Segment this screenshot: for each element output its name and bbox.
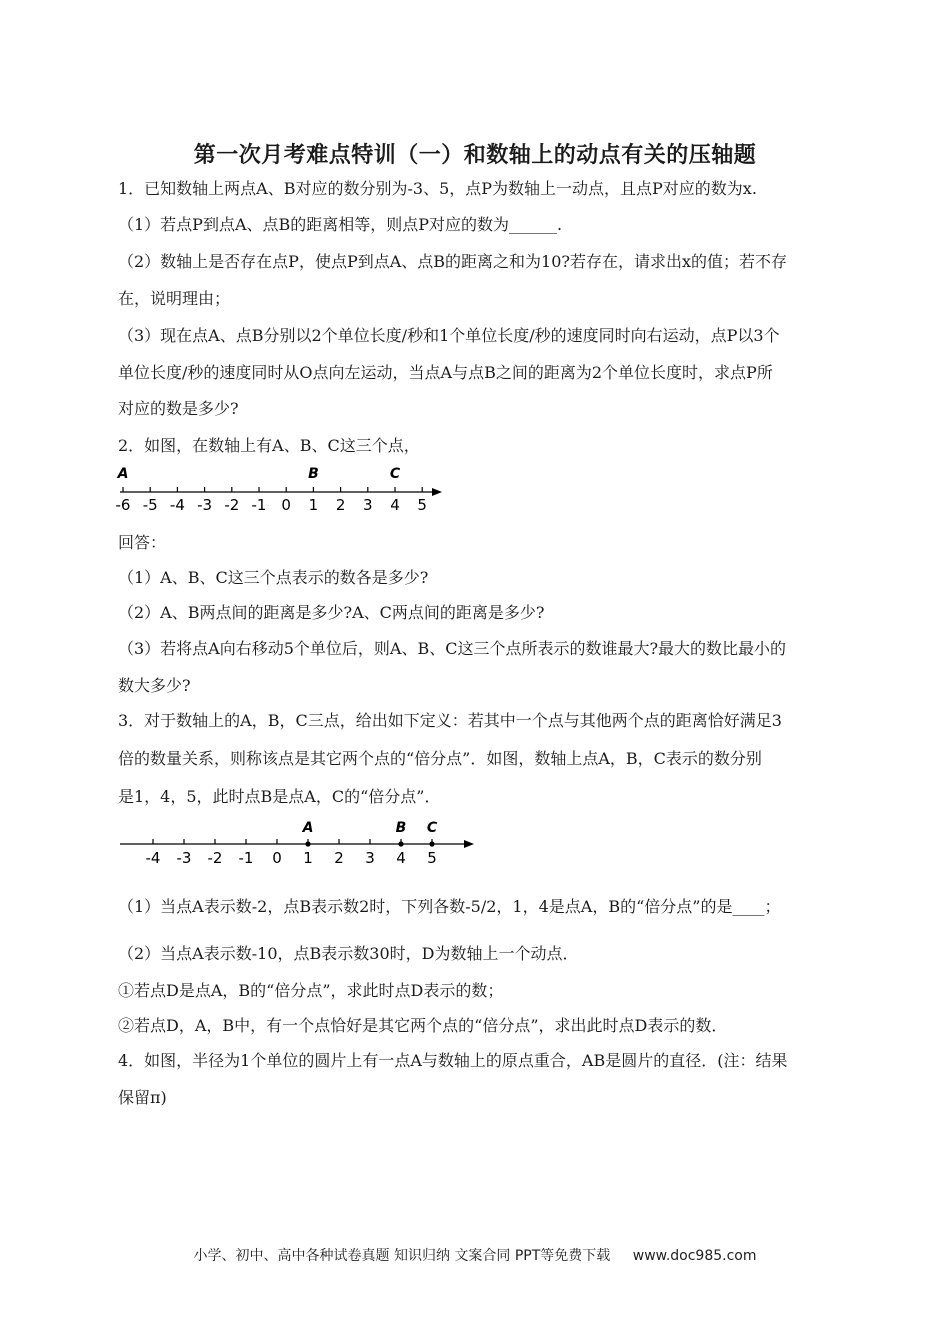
problem-3-stem-end: 是1，4，5，此时点B是点A，C的“倍分点”． (118, 787, 441, 806)
tick-label: 5 (417, 496, 427, 514)
axis-arrow-icon (464, 840, 474, 848)
point-marker (398, 841, 403, 846)
tick-label: 1 (303, 849, 313, 867)
page-footer (0, 1245, 950, 1265)
tick-label: -1 (238, 849, 254, 867)
problem-2-part-1: （1）A、B、C这三个点表示的数各是多少? (118, 568, 429, 587)
tick-label: -4 (145, 849, 161, 867)
problem-1-part-2-cont: 在，说明理由； (118, 289, 231, 308)
point-label-b: B (308, 466, 319, 482)
page-title: 第一次月考难点特训（一）和数轴上的动点有关的压轴题 (193, 143, 757, 168)
problem-2-stem: 2．如图，在数轴上有A、B、C这三个点， (118, 436, 420, 455)
problem-1-part-3-cont: 单位长度/秒的速度同时从O点向左运动，当点A与点B之间的距离为2个单位长度时，求点P所 (118, 363, 773, 382)
point-label-a: A (117, 466, 129, 482)
problem-3-part-2-q1: ①若点D是点A，B的“倍分点”，求此时点D表示的数； (118, 981, 504, 1000)
tick-label: -4 (169, 496, 185, 514)
tick-label: 1 (308, 496, 319, 514)
problem-1-part-1: （1）若点P到点A、点B的距离相等，则点P对应的数为______. (118, 215, 563, 234)
problem-2-part-3: （3）若将点A向右移动5个单位后，则A、B、C这三个点所表示的数谁最大?最大的数比最小的 (118, 639, 787, 658)
problem-2-part-2: （2）A、B两点间的距离是多少?A、C两点间的距离是多少? (118, 603, 545, 622)
tick-label: -3 (197, 496, 213, 514)
problem-1-part-3: （3）现在点A、点B分别以2个单位长度/秒和1个单位长度/秒的速度同时向右运动，点P以3个 (118, 326, 780, 345)
number-line-figure-1 (112, 462, 452, 520)
tick-label: 4 (396, 849, 406, 867)
problem-3-part-2: （2）当点A表示数-10，点B表示数30时，D为数轴上一个动点． (118, 944, 579, 963)
tick-label: -6 (115, 496, 131, 514)
tick-label: 2 (335, 496, 346, 514)
problem-3-stem: 3．对于数轴上的A，B，C三点，给出如下定义：若其中一个点与其他两个点的距离恰好满足3 (118, 711, 782, 730)
footer-url[interactable]: www.doc985.com (632, 1248, 757, 1264)
tick-label: 2 (334, 849, 344, 867)
tick-label: -2 (224, 496, 240, 514)
problem-3-part-2-q2: ②若点D，A，B中，有一个点恰好是其它两个点的“倍分点”，求出此时点D表示的数． (118, 1016, 728, 1035)
number-line-figure-2 (112, 816, 482, 872)
problem-3-part-1: （1）当点A表示数-2，点B表示数2时，下列各数-5/2，1，4是点A，B的“倍分点”的是____； (118, 897, 781, 916)
problem-1-part-2: （2）数轴上是否存在点P，使点P到点A、点B的距离之和为10?若存在，请求出x的值；若不存 (118, 252, 787, 271)
tick-label: -5 (142, 496, 158, 514)
tick-label: 3 (363, 496, 373, 514)
problem-2-part-3-cont: 数大多少? (118, 676, 191, 695)
tick-label: -1 (251, 496, 267, 514)
tick-label: 0 (272, 849, 282, 867)
axis-arrow-icon (432, 488, 442, 496)
problem-4-stem: 4．如图，半径为1个单位的圆片上有一点A与数轴上的原点重合，AB是圆片的直径．(注：结果 (118, 1051, 788, 1070)
problem-4-stem-cont: 保留π) (118, 1088, 167, 1107)
point-label-c: C (426, 820, 438, 836)
problem-3-stem-cont: 倍的数量关系，则称该点是其它两个点的“倍分点”．如图，数轴上点A，B，C表示的数分别 (118, 749, 762, 768)
tick-label: 4 (390, 496, 400, 514)
problem-1-part-3-end: 对应的数是多少? (118, 399, 239, 418)
point-label-a: A (302, 820, 314, 836)
tick-label: -2 (207, 849, 223, 867)
problem-1-stem: 1．已知数轴上两点A、B对应的数分别为-3、5，点P为数轴上一动点，且点P对应的数为x. (118, 179, 757, 198)
tick-label: 0 (281, 496, 291, 514)
tick-label: 5 (427, 849, 437, 867)
point-label-b: B (395, 820, 407, 836)
problem-2-answer-label: 回答： (118, 533, 167, 552)
point-label-c: C (389, 466, 401, 482)
tick-label: 3 (365, 849, 375, 867)
tick-label: -3 (176, 849, 192, 867)
point-marker (305, 841, 310, 846)
footer-text: 小学、初中、高中各种试卷真题 知识归纳 文案合同 PPT等免费下载 (193, 1248, 611, 1264)
point-marker (429, 841, 434, 846)
